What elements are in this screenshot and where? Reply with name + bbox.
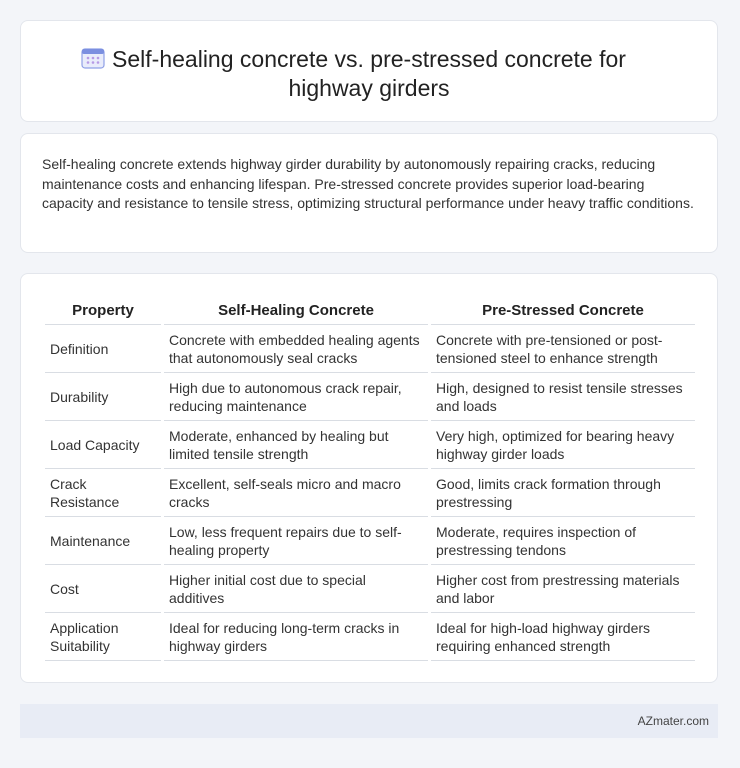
self-healing-cell: Low, less frequent repairs due to self-healing property <box>164 517 428 565</box>
table-row <box>45 373 695 421</box>
pre-stressed-cell: High, designed to resist tensile stresses and loads <box>431 373 695 421</box>
property-cell: Maintenance <box>45 517 161 565</box>
table-row <box>45 421 695 469</box>
pre-stressed-cell: Moderate, requires inspection of prestressing tendons <box>431 517 695 565</box>
self-healing-cell: Ideal for reducing long-term cracks in highway girders <box>164 613 428 661</box>
title-card <box>20 20 718 122</box>
page-title-line-1: Self-healing concrete vs. pre-stressed concrete for <box>112 46 626 72</box>
property-cell: Crack Resistance <box>45 469 161 517</box>
property-cell: Definition <box>45 325 161 373</box>
self-healing-cell: High due to autonomous crack repair, reducing maintenance <box>164 373 428 421</box>
pre-stressed-cell: Good, limits crack formation through prestressing <box>431 469 695 517</box>
column-header-self-healing: Self-Healing Concrete <box>164 294 428 325</box>
table-row <box>45 613 695 661</box>
pre-stressed-cell: Very high, optimized for bearing heavy highway girder loads <box>431 421 695 469</box>
pre-stressed-cell: Ideal for high-load highway girders requiring enhanced strength <box>431 613 695 661</box>
column-header-pre-stressed: Pre-Stressed Concrete <box>431 294 695 325</box>
table-row <box>45 565 695 613</box>
comparison-table <box>42 294 698 661</box>
self-healing-cell: Higher initial cost due to special additives <box>164 565 428 613</box>
comparison-table-card <box>20 273 718 683</box>
page-title-line-2: highway girders <box>288 75 450 101</box>
property-cell: Load Capacity <box>45 421 161 469</box>
self-healing-cell: Excellent, self-seals micro and macro cracks <box>164 469 428 517</box>
column-header-property: Property <box>45 294 161 325</box>
self-healing-cell: Concrete with embedded healing agents that autonomously seal cracks <box>164 325 428 373</box>
self-healing-cell: Moderate, enhanced by healing but limited tensile strength <box>164 421 428 469</box>
summary-card <box>20 133 718 253</box>
property-cell: Durability <box>45 373 161 421</box>
property-cell: Application Suitability <box>45 613 161 661</box>
page-title <box>21 45 717 103</box>
summary-text: Self-healing concrete extends highway girder durability by autonomously repairing cracks, reducing maintenance costs and enhancing lifespan. Pre-stressed concrete provides superior load-bearing capacity and resistance to tensile stress, optimizing structural performance under heavy traffic conditions. <box>42 156 694 211</box>
table-row <box>45 517 695 565</box>
table-row <box>45 325 695 373</box>
table-header-row <box>45 294 695 325</box>
pre-stressed-cell: Concrete with pre-tensioned or post-tensioned steel to enhance strength <box>431 325 695 373</box>
table-row <box>45 469 695 517</box>
pre-stressed-cell: Higher cost from prestressing materials and labor <box>431 565 695 613</box>
property-cell: Cost <box>45 565 161 613</box>
footer <box>20 704 718 738</box>
footer-brand[interactable]: AZmater.com <box>637 714 709 728</box>
